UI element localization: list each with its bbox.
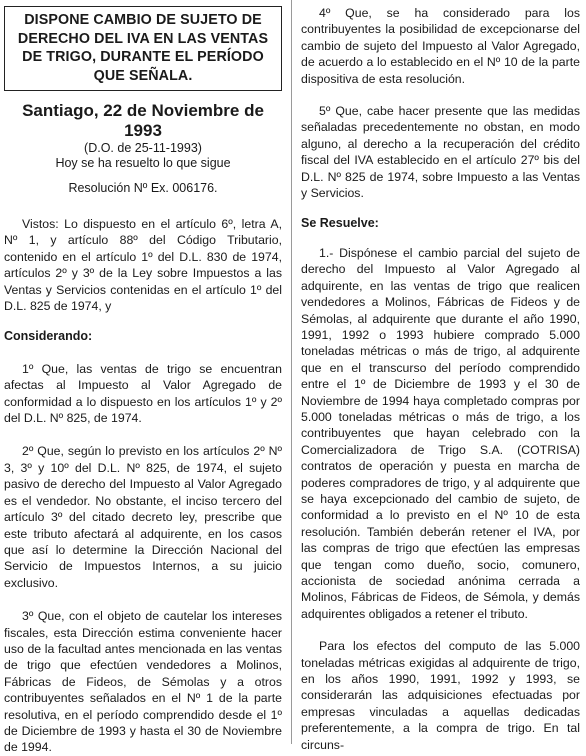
column-divider: [291, 0, 292, 744]
vistos-paragraph: Vistos: Lo dispuesto en el artículo 6º, letra A, Nº 1, y artículo 88º del Código Tributario, contenido en el artículo 1º del D.L. 830 de 1974, artículos 2º y 3º de la Ley sobre Impuestos a las Ventas y Servicios contenidas en el artículo 1º del D.L. 825 de 1974, y: [4, 217, 282, 314]
dateline: Santiago, 22 de Noviembre de 1993: [22, 101, 264, 140]
considerando-paragraph-3: 3º Que, con el objeto de cautelar los intereses fiscales, esta Dirección estima conveniente hacer uso de la facultad antes mencionada en las ventas de trigo que efectúen vendedores a Molinos, Fábricas de Fideos, de Sémolas y a otros contribuyentes señalados en el Nº 1 de la parte resolutiva, en el período comprendido desde el 1º de Diciembre de 1993 y hasta el 30 de Noviembre de 1994.: [4, 609, 282, 755]
resolution-number: Resolución Nº Ex. 006176.: [68, 181, 218, 195]
left-column: [4, 0, 282, 756]
resolve-paragraph-2: Para los efectos del computo de las 5.000 toneladas métricas exigidas al adquirente de trigo, en los años 1990, 1991, 1992 y 1993, se considerarán las adquisiciones efectuadas por empresas vinculadas a aquellas dedicadas preferentemente, a la compra de trigo. En tal circuns-: [301, 639, 580, 752]
considerando-paragraph-2: 2º Que, según lo previsto en los artículos 2º Nº 3, 3º y 10º del D.L. Nº 825, de 1974, el sujeto pasivo de derecho del Impuesto al Valor Agregado es el vendedor. No obstante, el inciso tercero del artículo 3º del citado decreto ley, prescribe que este tributo afectará al adquirente, en los casos que así lo determine la Dirección Nacional del Servicio de Impuestos Internos, a su juicio exclusivo.: [4, 444, 282, 590]
right-column: [301, 0, 580, 753]
considerando-heading: Considerando:: [4, 329, 93, 344]
resolve-paragraph-1: 1.- Dispónese el cambio parcial del sujeto de derecho del Impuesto al Valor Agregado al adquirente, en las ventas de trigo que realicen vendedores a Molinos, Fábricas de Fideos y de Sémolas, al adquirente que durante el año 1990, 1991, 1992 o 1993 hubiere comprado 5.000 toneladas métricas o más de trigo, al adquirente que en el transcurso del período comprendido entre el 1º de Diciembre de 1993 y el 30 de Noviembre de 1994 haya completado compras por 5.000 toneladas métricas o más de trigo, a los contribuyentes que hayan celebrado con la Comercializadora de Trigo S.A. (COTRISA) contratos de operación y puesta en marcha de poderes compradores de trigo, y al adquirente que se haya excepcionado del cambio de sujeto, de conformidad a lo previsto en el Nº 10 de esta resolución. También deberán retener el IVA, por las compras de trigo que efectúen las empresas que tengan como dueño, socio, comunero, accionista de sociedad anónima cerrada a Molinos, Fábricas de Fideos, de Sémola, y demás adquirentes obligados a retener el tributo.: [301, 245, 580, 621]
document-title: DISPONE CAMBIO DE SUJETO DE DERECHO DEL IVA EN LAS VENTAS DE TRIGO, DURANTE EL PERÍODO QUE SEÑALA.: [4, 6, 282, 91]
intro-line: Hoy se ha resuelto lo que sigue: [55, 156, 231, 170]
considerando-paragraph-5: 5º Que, cabe hacer presente que las medidas señaladas precedentemente no obstan, en modo alguno, al derecho a la recuperación del crédito fiscal del IVA establecido en el artículo 27º bis del D.L. Nº 825 de 1974, sobre Impuesto a las Ventas y Servicios.: [301, 104, 580, 201]
se-resuelve-heading: Se Resuelve:: [301, 216, 379, 231]
considerando-paragraph-4: 4º Que, se ha considerado para los contribuyentes la posibilidad de excepcionarse del cambio de sujeto del Impuesto al Valor Agregado, de acuerdo a lo establecido en el Nº 10 de la parte dispositiva de esta resolución.: [301, 6, 580, 86]
considerando-paragraph-1: 1º Que, las ventas de trigo se encuentran afectas al Impuesto al Valor Agregado de conformidad a lo dispuesto en los artículos 1º y 2º del D.L. Nº 825, de 1974.: [4, 361, 282, 426]
official-journal-date: (D.O. de 25-11-1993): [84, 141, 202, 155]
